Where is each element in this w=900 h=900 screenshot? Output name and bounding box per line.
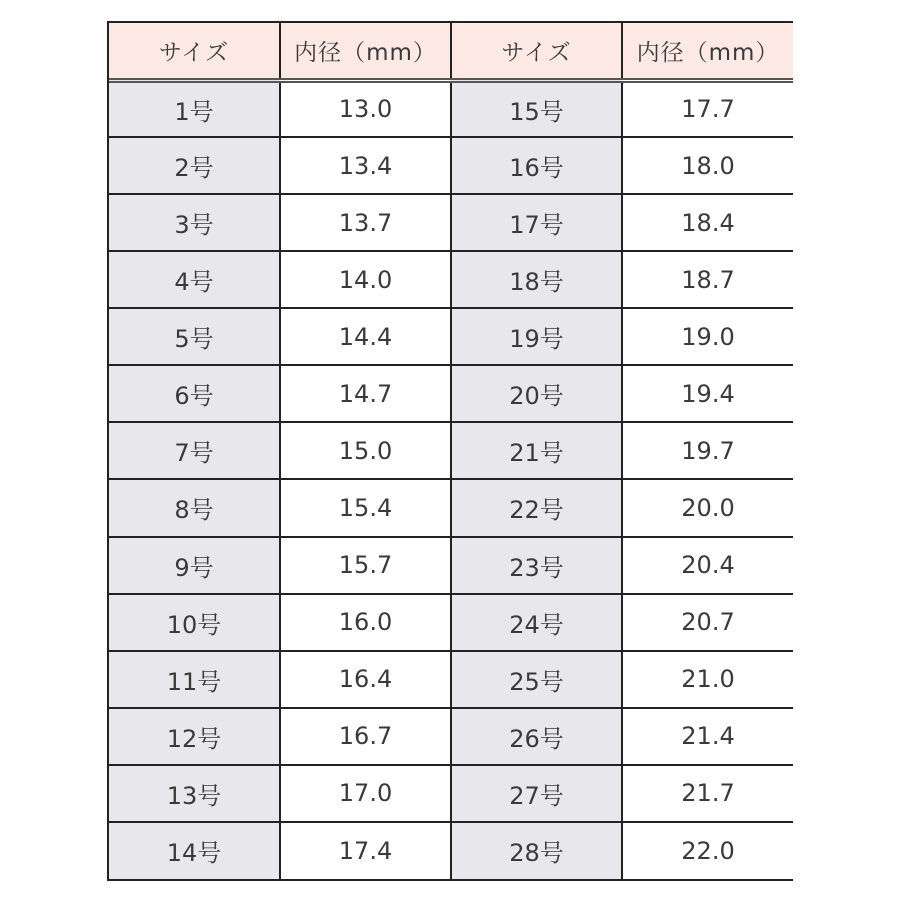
diameter-cell-right: 20.0	[622, 479, 793, 536]
size-cell-right: 27号	[451, 765, 622, 822]
table-row	[109, 251, 793, 308]
diameter-cell-left: 14.0	[280, 251, 451, 308]
table-row	[109, 708, 793, 765]
diameter-cell-left: 14.4	[280, 308, 451, 365]
size-cell-left: 8号	[109, 479, 280, 536]
diameter-cell-left: 13.7	[280, 194, 451, 251]
size-cell-right: 15号	[451, 80, 622, 137]
diameter-cell-left: 15.4	[280, 479, 451, 536]
size-cell-left: 13号	[109, 765, 280, 822]
table-row	[109, 80, 793, 137]
table-body	[109, 80, 793, 879]
size-cell-left: 12号	[109, 708, 280, 765]
diameter-cell-right: 21.7	[622, 765, 793, 822]
table-row	[109, 537, 793, 594]
size-cell-left: 2号	[109, 137, 280, 194]
header-row	[109, 23, 793, 80]
diameter-cell-right: 18.0	[622, 137, 793, 194]
size-cell-right: 16号	[451, 137, 622, 194]
size-cell-left: 3号	[109, 194, 280, 251]
diameter-cell-right: 17.7	[622, 80, 793, 137]
diameter-cell-left: 17.0	[280, 765, 451, 822]
diameter-cell-right: 21.0	[622, 651, 793, 708]
size-cell-right: 19号	[451, 308, 622, 365]
diameter-cell-left: 15.0	[280, 422, 451, 479]
size-cell-left: 14号	[109, 822, 280, 879]
size-cell-right: 17号	[451, 194, 622, 251]
diameter-cell-left: 16.4	[280, 651, 451, 708]
table-row	[109, 137, 793, 194]
diameter-cell-right: 20.4	[622, 537, 793, 594]
table-row	[109, 308, 793, 365]
diameter-cell-right: 22.0	[622, 822, 793, 879]
size-cell-right: 22号	[451, 479, 622, 536]
ring-size-table	[107, 21, 793, 881]
table-row	[109, 365, 793, 422]
table-row	[109, 479, 793, 536]
diameter-cell-right: 18.7	[622, 251, 793, 308]
size-cell-left: 1号	[109, 80, 280, 137]
table-row	[109, 194, 793, 251]
header-diameter-left: 内径（mm）	[280, 23, 451, 80]
diameter-cell-left: 14.7	[280, 365, 451, 422]
diameter-cell-right: 18.4	[622, 194, 793, 251]
size-chart	[109, 23, 793, 879]
size-cell-left: 6号	[109, 365, 280, 422]
size-cell-right: 28号	[451, 822, 622, 879]
diameter-cell-left: 16.7	[280, 708, 451, 765]
diameter-cell-left: 13.0	[280, 80, 451, 137]
size-cell-right: 23号	[451, 537, 622, 594]
size-cell-left: 9号	[109, 537, 280, 594]
diameter-cell-left: 13.4	[280, 137, 451, 194]
table-row	[109, 822, 793, 879]
size-cell-left: 10号	[109, 594, 280, 651]
diameter-cell-right: 19.0	[622, 308, 793, 365]
header-size-left: サイズ	[109, 23, 280, 80]
header-size-right: サイズ	[451, 23, 622, 80]
size-cell-right: 20号	[451, 365, 622, 422]
diameter-cell-left: 16.0	[280, 594, 451, 651]
table-row	[109, 422, 793, 479]
size-cell-right: 21号	[451, 422, 622, 479]
size-cell-left: 4号	[109, 251, 280, 308]
size-cell-right: 24号	[451, 594, 622, 651]
size-cell-left: 7号	[109, 422, 280, 479]
diameter-cell-left: 17.4	[280, 822, 451, 879]
table-row	[109, 594, 793, 651]
size-cell-right: 26号	[451, 708, 622, 765]
table-row	[109, 765, 793, 822]
header-diameter-right: 内径（mm）	[622, 23, 793, 80]
diameter-cell-right: 21.4	[622, 708, 793, 765]
size-cell-right: 25号	[451, 651, 622, 708]
size-cell-left: 11号	[109, 651, 280, 708]
diameter-cell-left: 15.7	[280, 537, 451, 594]
size-cell-right: 18号	[451, 251, 622, 308]
diameter-cell-right: 19.7	[622, 422, 793, 479]
diameter-cell-right: 20.7	[622, 594, 793, 651]
diameter-cell-right: 19.4	[622, 365, 793, 422]
size-cell-left: 5号	[109, 308, 280, 365]
table-row	[109, 651, 793, 708]
